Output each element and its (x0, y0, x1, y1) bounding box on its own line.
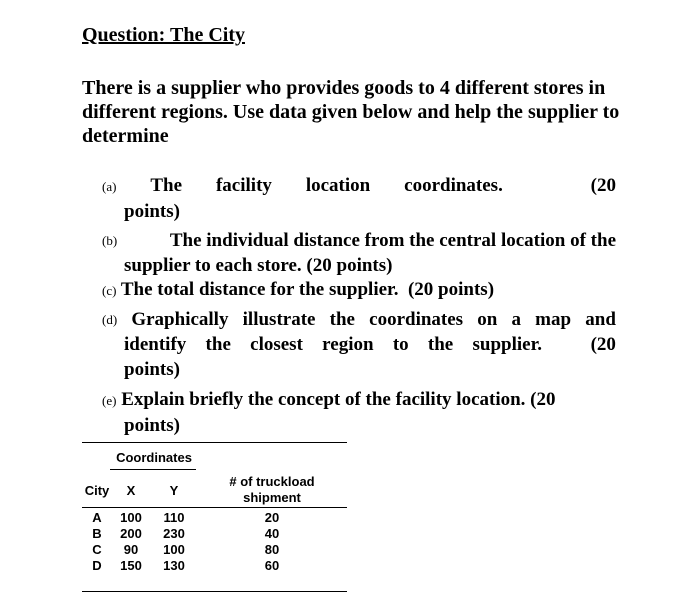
table-cell-city: B (92, 526, 102, 541)
part-d-word: the (329, 309, 355, 330)
part-a-word: (20 (590, 175, 616, 196)
header-city: City (84, 483, 110, 498)
part-d-word: to (392, 334, 409, 355)
part-e-continuation: points) (124, 415, 180, 436)
header-shipment-line1: # of truckload (229, 474, 315, 489)
part-a-label: (a) (102, 179, 117, 194)
part-e-label: (e) (102, 393, 117, 408)
table-cell-x: 200 (120, 526, 142, 541)
table-cell-shipment: 80 (264, 542, 280, 557)
part-b-label: (b) (102, 233, 118, 248)
coordinates-group-header: Coordinates (116, 450, 192, 465)
part-a-continuation: points) (124, 201, 180, 222)
question-title: Question: The City (82, 24, 245, 46)
part-b-text: The individual distance from the central location of the (169, 230, 616, 251)
part-a-word: coordinates. (404, 175, 503, 196)
table-header-rule (82, 507, 347, 508)
part-c-text: The total distance for the supplier. (20 points) (120, 279, 495, 300)
table-cell-y: 100 (163, 542, 185, 557)
part-a-word: The (150, 175, 183, 196)
part-d-word: identify (124, 334, 187, 355)
table-bottom-rule (82, 591, 347, 592)
part-b-continuation: supplier to each store. (20 points) (124, 255, 393, 276)
table-cell-x: 100 (120, 510, 142, 525)
table-cell-y: 130 (163, 558, 185, 573)
part-d-word: supplier. (472, 334, 543, 355)
part-d-word: (20 (590, 334, 616, 355)
part-e-text: Explain briefly the concept of the facility location. (20 (121, 389, 556, 410)
part-d-word: closest (250, 334, 303, 355)
table-cell-y: 230 (163, 526, 185, 541)
part-d-word: on (477, 309, 498, 330)
part-a-word: location (305, 175, 371, 196)
table-cell-shipment: 40 (264, 526, 280, 541)
part-d-word: and (585, 309, 616, 330)
part-d-word: coordinates (369, 309, 464, 330)
part-d-word: region (322, 334, 374, 355)
header-y: Y (169, 483, 179, 498)
part-a-word: facility (215, 175, 272, 196)
part-d-label: (d) (102, 312, 118, 327)
part-d-word: the (427, 334, 454, 355)
table-cell-y: 110 (163, 510, 185, 525)
coordinates-underline (110, 469, 196, 470)
table-cell-city: D (92, 558, 102, 573)
question-intro: There is a supplier who provides goods to 4 different stores in different regions. Use data given below and help the supplier to determine (82, 77, 620, 147)
part-d-word: the (205, 334, 231, 355)
table-cell-shipment: 60 (264, 558, 280, 573)
part-d-word: Graphically (131, 309, 229, 330)
part-d-word: a (511, 309, 521, 330)
part-d-word: illustrate (242, 309, 316, 330)
table-cell-city: A (92, 510, 102, 525)
part-d-continuation: points) (124, 359, 180, 380)
part-d-word: map (535, 309, 572, 330)
table-cell-x: 150 (120, 558, 142, 573)
header-x: X (126, 483, 136, 498)
table-cell-city: C (92, 542, 102, 557)
table-cell-x: 90 (123, 542, 139, 557)
table-cell-shipment: 20 (264, 510, 280, 525)
part-c-label: (c) (102, 283, 117, 298)
header-shipment-line2: shipment (243, 490, 301, 505)
